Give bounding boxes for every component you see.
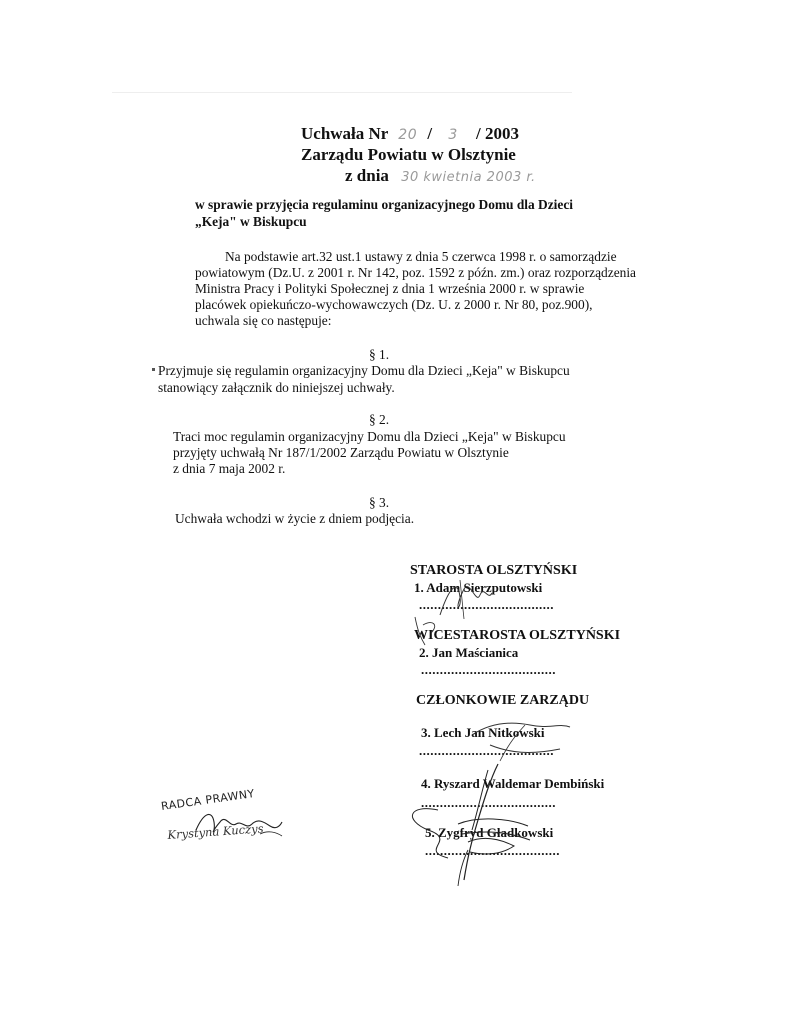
signer-4-name: 4. Ryszard Waldemar Dembiński <box>421 776 605 791</box>
resolution-number-line <box>301 124 519 144</box>
stamp-title: RADCA PRAWNY <box>160 786 256 813</box>
section-heading: § 1. <box>369 347 390 362</box>
handwritten-signature-3 <box>470 715 580 765</box>
wicestarosta-title: WICESTAROSTA OLSZTYŃSKI <box>414 628 621 643</box>
signature-dots-3: .................................... <box>419 743 554 758</box>
resolution-prefix: Uchwała Nr <box>301 124 389 143</box>
resolution-separator: / <box>427 124 433 143</box>
stamp-signature-scribble <box>190 808 285 840</box>
handwritten-signature-2 <box>405 615 465 650</box>
section-line: przyjęty uchwałą Nr 187/1/2002 Zarządu Powiatu w Olsztynie <box>173 445 509 460</box>
preamble-line: placówek opiekuńczo-wychowawczych (Dz. U. z 2000 r. Nr 80, poz.900), <box>195 297 593 312</box>
date-line <box>345 166 536 186</box>
board-name: Zarządu Powiatu w Olsztynie <box>301 145 516 164</box>
subject-line-1: w sprawie przyjęcia regulaminu organizacyjnego Domu dla Dzieci <box>195 197 573 212</box>
section-heading: § 2. <box>369 412 390 427</box>
signature-dots-4: .................................... <box>421 795 556 810</box>
signature-dots-2: .................................... <box>421 662 556 677</box>
date-handwritten: 30 kwietnia 2003 r. <box>401 170 536 185</box>
preamble-line: Ministra Pracy i Polityki Społecznej z dnia 1 września 2000 r. w sprawie <box>195 281 585 296</box>
resolution-year: / 2003 <box>476 124 520 143</box>
signer-2-name: 2. Jan Maścianica <box>419 645 519 660</box>
resolution-number-handwritten: 20 <box>398 127 418 143</box>
section-line: Traci moc regulamin organizacyjny Domu dla Dzieci „Keja" w Biskupcu <box>173 429 566 444</box>
scan-artifact-line <box>112 92 572 93</box>
signer-3-name: 3. Lech Jan Nitkowski <box>421 725 545 740</box>
section-line: z dnia 7 maja 2002 r. <box>173 461 286 476</box>
section-line: stanowiący załącznik do niniejszej uchwały. <box>158 380 395 395</box>
date-prefix: z dnia <box>345 166 389 185</box>
scan-artifact-dot <box>152 368 155 371</box>
preamble-line: powiatowym (Dz.U. z 2001 r. Nr 142, poz. 1592 z późn. zm.) oraz rozporządzenia <box>195 265 637 280</box>
preamble-line: Na podstawie art.32 ust.1 ustawy z dnia 5 czerwca 1998 r. o samorządzie <box>225 249 617 264</box>
resolution-mid-handwritten: 3 <box>448 127 458 143</box>
members-title: CZŁONKOWIE ZARZĄDU <box>416 693 590 708</box>
signer-1-name: 1. Adam Sierzputowski <box>414 580 543 595</box>
signature-dots-1: .................................... <box>419 597 554 612</box>
section-heading: § 3. <box>369 495 390 510</box>
section-line: Uchwała wchodzi w życie z dniem podjęcia. <box>175 511 415 526</box>
subject-line-2: „Keja" w Biskupcu <box>195 214 307 229</box>
handwritten-signature-4 <box>398 760 548 890</box>
starosta-title: STAROSTA OLSZTYŃSKI <box>410 563 578 578</box>
section-line: Przyjmuje się regulamin organizacyjny Domu dla Dzieci „Keja" w Biskupcu <box>158 363 570 378</box>
signer-5-name: 5. Zygfryd Gładkowski <box>425 825 554 840</box>
signature-dots-5: .................................... <box>425 843 560 858</box>
preamble-line: uchwala się co następuje: <box>195 313 332 328</box>
handwritten-signature-1 <box>430 575 510 620</box>
stamp-name: Krystyna Kuczys <box>167 821 264 842</box>
